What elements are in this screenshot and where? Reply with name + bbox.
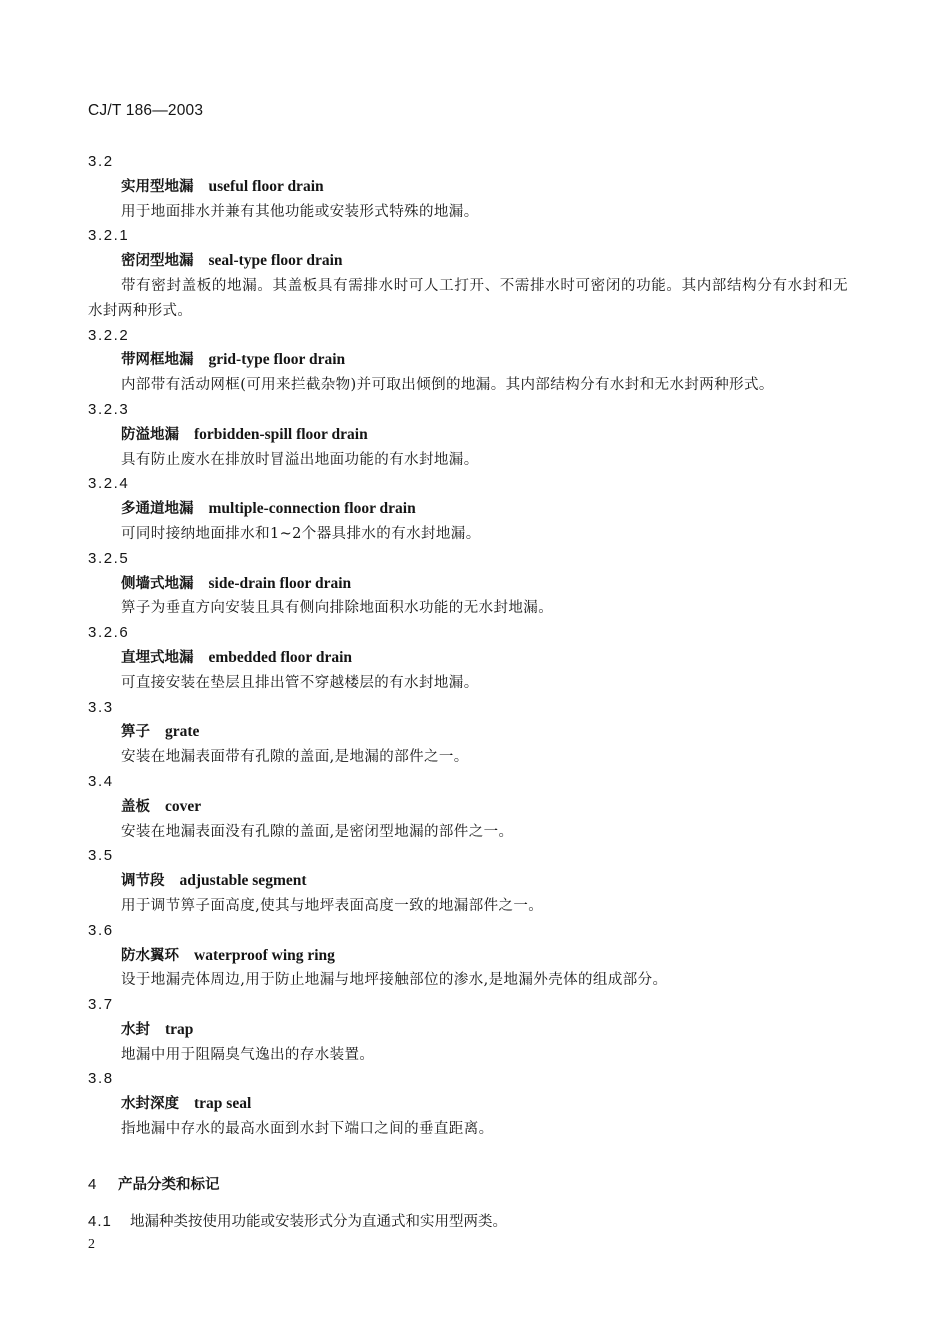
term-chinese: 多通道地漏	[121, 500, 194, 518]
definition-entry	[88, 398, 848, 472]
term-heading	[88, 423, 848, 448]
term-definition: 带有密封盖板的地漏。其盖板具有需排水时可人工打开、不需排水时可密闭的功能。其内部结构分有水封和无水封两种形式。	[88, 277, 848, 319]
term-chinese: 调节段	[121, 872, 165, 890]
clause-number: 3.2.3	[88, 400, 130, 418]
term-chinese: 水封深度	[121, 1095, 179, 1113]
term-english: seal-type floor drain	[208, 252, 343, 270]
term-english: forbidden-spill floor drain	[194, 425, 368, 443]
term-heading	[88, 944, 848, 969]
term-chinese: 实用型地漏	[121, 177, 194, 195]
term-definition: 可同时接纳地面排水和1~2个器具排水的有水封地漏。	[121, 525, 481, 542]
term-chinese: 带网框地漏	[121, 351, 194, 369]
term-english: useful floor drain	[208, 177, 324, 195]
term-english: multiple-connection floor drain	[208, 500, 416, 518]
term-definition: 设于地漏壳体周边,用于防止地漏与地坪接触部位的渗水,是地漏外壳体的组成部分。	[121, 972, 668, 989]
clause-text: 地漏种类按使用功能或安装形式分为直通式和实用型两类。	[130, 1214, 507, 1230]
definition-entry	[88, 993, 848, 1067]
term-definition: 地漏中用于阻隔臭气逸出的存水装置。	[121, 1046, 375, 1063]
term-chinese: 防水翼环	[121, 946, 179, 964]
term-english: trap	[165, 1020, 194, 1038]
term-definition: 具有防止废水在排放时冒溢出地面功能的有水封地漏。	[121, 451, 479, 468]
clause-number: 3.8	[88, 1070, 114, 1088]
term-definition: 指地漏中存水的最高水面到水封下端口之间的垂直距离。	[121, 1121, 494, 1138]
section-heading	[88, 1173, 220, 1197]
clause-number: 3.6	[88, 921, 114, 939]
term-definition: 用于调节箅子面高度,使其与地坪表面高度一致的地漏部件之一。	[121, 897, 544, 914]
term-heading	[88, 720, 848, 745]
clause-number: 3.2	[88, 153, 114, 170]
definition-entry	[88, 844, 848, 918]
clause-number: 4.1	[88, 1213, 112, 1230]
document-code: CJ/T 186—2003	[88, 102, 204, 119]
definition-entry	[88, 770, 848, 844]
definition-entry	[88, 919, 848, 993]
term-english: grate	[165, 723, 200, 741]
page-number: 2	[88, 1237, 95, 1252]
term-heading	[88, 175, 848, 200]
term-chinese: 盖板	[121, 797, 150, 815]
clause-number: 3.7	[88, 996, 114, 1014]
term-chinese: 密闭型地漏	[121, 252, 194, 270]
section-title: 产品分类和标记	[118, 1176, 220, 1193]
clause-number: 3.2.1	[88, 227, 130, 245]
section-number: 4	[88, 1176, 97, 1193]
term-chinese: 水封	[121, 1020, 150, 1038]
term-definition: 可直接安装在垫层且排出管不穿越楼层的有水封地漏。	[121, 674, 479, 691]
clause-number: 3.2.4	[88, 475, 130, 493]
term-heading	[88, 869, 848, 894]
clause-number: 3.3	[88, 698, 114, 716]
term-definition: 内部带有活动网框(可用来拦截杂物)并可取出倾倒的地漏。其内部结构分有水封和无水封两种形式。	[121, 377, 774, 394]
definition-entry	[88, 1067, 848, 1141]
clause-number: 3.2.5	[88, 549, 130, 567]
term-english: waterproof wing ring	[194, 946, 335, 964]
term-chinese: 侧墙式地漏	[121, 574, 194, 592]
clause-number: 3.2.6	[88, 624, 130, 642]
clause-number: 3.5	[88, 847, 114, 865]
term-chinese: 防溢地漏	[121, 425, 179, 443]
term-definition: 用于地面排水并兼有其他功能或安装形式特殊的地漏。	[121, 203, 479, 220]
definition-entry	[88, 696, 848, 770]
definition-entry	[88, 150, 848, 224]
clause-number: 3.4	[88, 772, 114, 790]
term-english: trap seal	[194, 1095, 252, 1113]
definition-entry	[88, 472, 848, 546]
term-heading	[88, 572, 848, 597]
term-definition: 安装在地漏表面带有孔隙的盖面,是地漏的部件之一。	[121, 749, 469, 766]
term-english: embedded floor drain	[208, 648, 353, 666]
term-heading	[88, 1092, 848, 1117]
term-definition: 安装在地漏表面没有孔隙的盖面,是密闭型地漏的部件之一。	[121, 823, 514, 840]
term-heading	[88, 249, 848, 274]
clause-number: 3.2.2	[88, 326, 130, 344]
definition-entry	[88, 324, 848, 398]
term-heading	[88, 497, 848, 522]
definitions-list	[88, 150, 848, 1142]
term-heading	[88, 1018, 848, 1043]
term-chinese: 直埋式地漏	[121, 648, 194, 666]
clause-paragraph	[88, 1210, 507, 1234]
term-english: adjustable segment	[179, 872, 307, 890]
definition-entry	[88, 547, 848, 621]
term-english: grid-type floor drain	[208, 351, 346, 369]
term-english: side-drain floor drain	[208, 574, 352, 592]
definition-entry	[88, 621, 848, 695]
term-definition: 箅子为垂直方向安装且具有侧向排除地面积水功能的无水封地漏。	[121, 600, 554, 617]
term-chinese: 箅子	[121, 723, 150, 741]
term-heading	[88, 348, 848, 373]
definition-entry	[88, 224, 848, 323]
term-heading	[88, 646, 848, 671]
term-heading	[88, 795, 848, 820]
term-english: cover	[165, 797, 202, 815]
